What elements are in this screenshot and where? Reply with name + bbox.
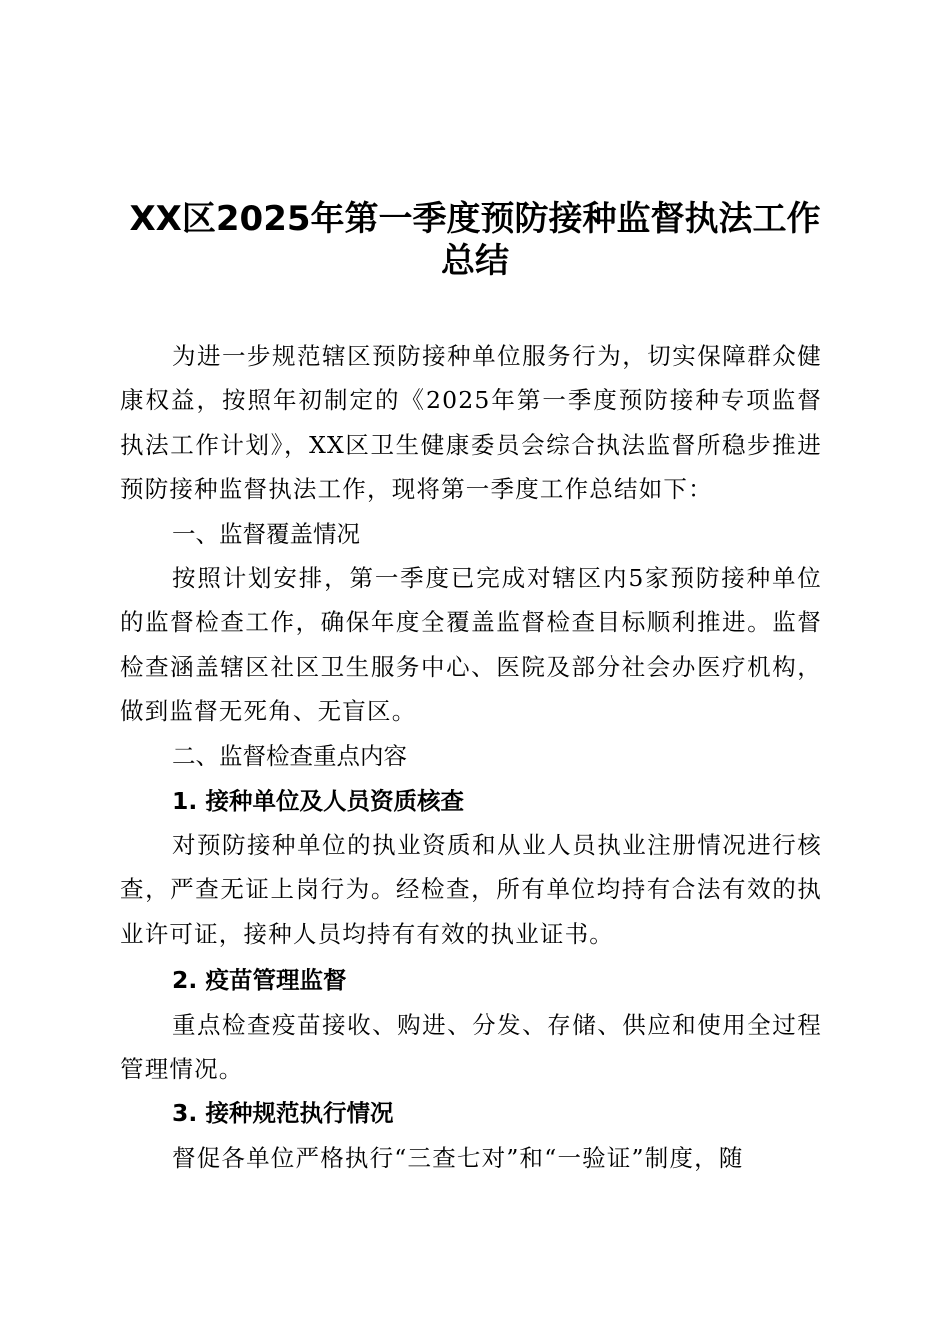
document-title-line-2: 总结 [441, 241, 509, 281]
intro-paragraph: 为进一步规范辖区预防接种单位服务行为，切实保障群众健康权益，按照年初制定的《2025年第一季度预防接种专项监督执法工作计划》，XX区卫生健康委员会综合执法监督所稳步推进预防接种监督执法工作，现将第一季度工作总结如下： [120, 342, 822, 504]
qualification-paragraph: 对预防接种单位的执业资质和从业人员执业注册情况进行核查，严查无证上岗行为。经检查，所有单位均持有合法有效的执业许可证，接种人员均持有有效的执业证书。 [120, 831, 822, 948]
document-title-line-1: XX区2025年第一季度预防接种监督执法工作 [129, 199, 821, 239]
subheading-vaccine-management: 2. 疫苗管理监督 [172, 966, 347, 994]
coverage-paragraph: 按照计划安排，第一季度已完成对辖区内5家预防接种单位的监督检查工作，确保年度全覆盖监督检查目标顺利推进。监督检查涵盖辖区社区卫生服务中心、医院及部分社会办医疗机构，做到监督无死角、无盲区。 [120, 564, 822, 726]
subheading-qualification-check: 1. 接种单位及人员资质核查 [172, 787, 464, 815]
section-heading-coverage: 一、监督覆盖情况 [172, 520, 360, 548]
section-heading-key-content: 二、监督检查重点内容 [172, 742, 407, 770]
vaccine-management-paragraph: 重点检查疫苗接收、购进、分发、存储、供应和使用全过程管理情况。 [120, 1011, 822, 1084]
vaccination-norms-paragraph: 督促各单位严格执行“三查七对”和“一验证”制度，随 [172, 1144, 744, 1172]
subheading-vaccination-norms: 3. 接种规范执行情况 [172, 1099, 394, 1127]
